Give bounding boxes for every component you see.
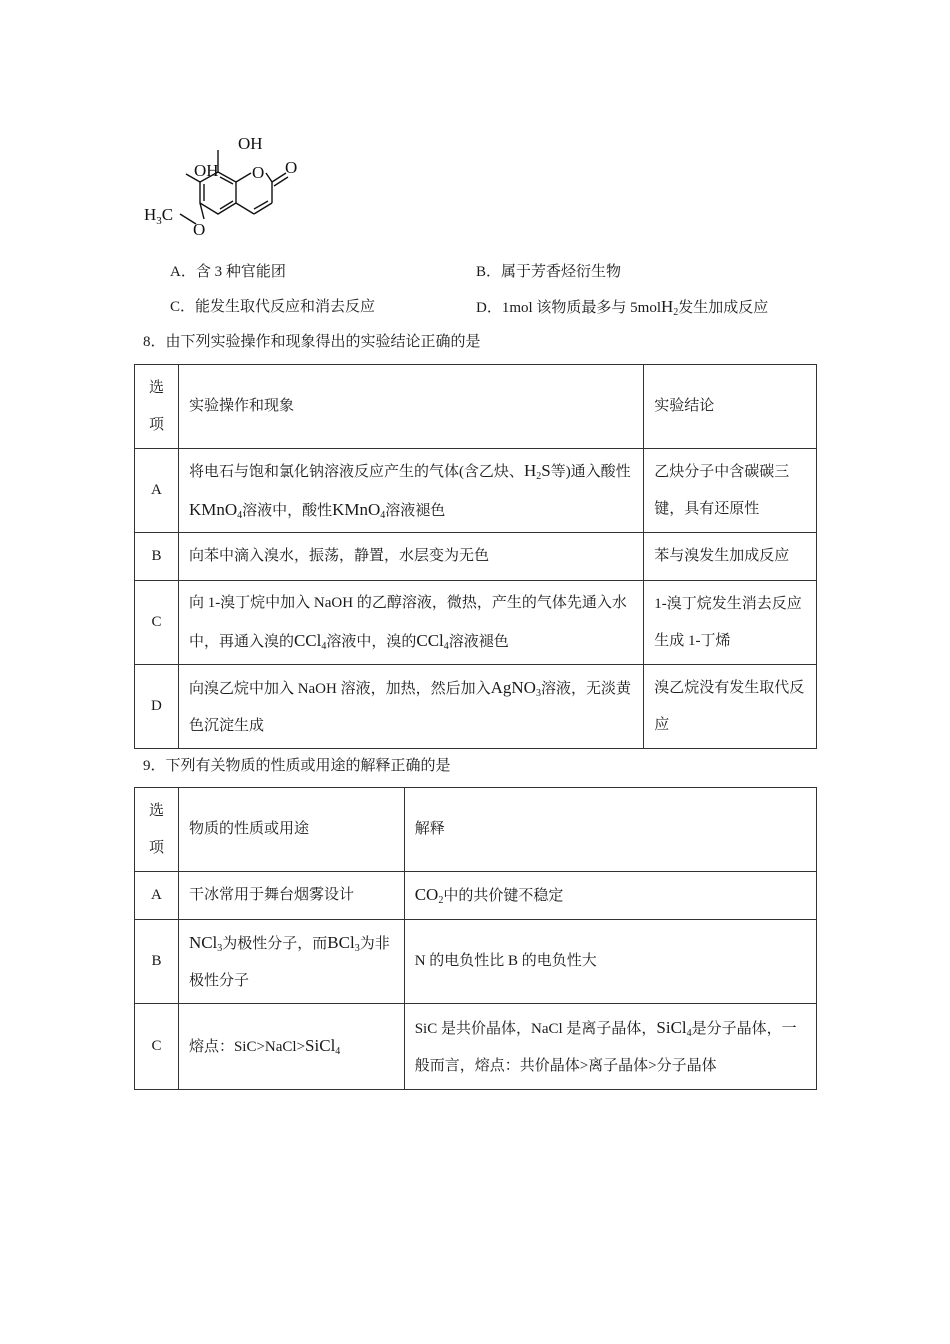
question-8-table xyxy=(134,364,817,749)
operation-cell: 向苯中滴入溴水，振荡，静置，水层变为无色 xyxy=(178,533,643,581)
question-8-stem: 8．由下列实验操作和现象得出的实验结论正确的是 xyxy=(143,334,481,350)
header-operation: 实验操作和现象 xyxy=(178,365,643,449)
conclusion-cell: 苯与溴发生加成反应 xyxy=(644,533,817,581)
table-row xyxy=(135,1004,817,1090)
table-row xyxy=(135,533,817,581)
property-cell: NCl$_3$为极性分子，而BCl$_3$为非极性分子 xyxy=(178,920,404,1004)
table-header-row xyxy=(135,788,817,872)
conclusion-cell: 溴乙烷没有发生取代反应 xyxy=(644,665,817,749)
table-header-row xyxy=(135,365,817,449)
header-option: 选 项 xyxy=(135,365,179,449)
question-9-table xyxy=(134,787,817,1090)
methyl-label: $H_3C$ xyxy=(144,205,174,227)
row-label: C xyxy=(135,581,179,665)
carbonyl-oxygen-label: O xyxy=(285,158,298,177)
ring-oxygen-label: O xyxy=(252,163,265,182)
oh-top-label: OH xyxy=(238,134,263,153)
option-c: C．能发生取代反应和消去反应 xyxy=(170,299,376,315)
table-row xyxy=(135,872,817,920)
table-row xyxy=(135,665,817,749)
header-conclusion: 实验结论 xyxy=(644,365,817,449)
oh-left-label: OH xyxy=(194,161,219,180)
option-b: B．属于芳香烃衍生物 xyxy=(476,264,622,280)
operation-cell: 将电石与饱和氯化钠溶液反应产生的气体(含乙炔、$H_2S$等)通入酸性KMnO$_4$溶液中，酸性KMnO$_4$溶液褪色 xyxy=(178,449,643,533)
header-property: 物质的性质或用途 xyxy=(178,788,404,872)
property-cell: 熔点：SiC>NaCl>SiCl$_4$ xyxy=(178,1004,404,1090)
row-label: A xyxy=(135,872,179,920)
conclusion-cell: 1-溴丁烷发生消去反应生成 1-丁烯 xyxy=(644,581,817,665)
table-row xyxy=(135,449,817,533)
conclusion-cell: 乙炔分子中含碳碳三键，具有还原性 xyxy=(644,449,817,533)
option-a: A．含 3 种官能团 xyxy=(170,264,286,280)
operation-cell: 向溴乙烷中加入 NaOH 溶液，加热，然后加入AgNO$_3$溶液，无淡黄色沉淀生成 xyxy=(178,665,643,749)
explanation-cell: SiC 是共价晶体，NaCl 是离子晶体，SiCl$_4$是分子晶体，一般而言，熔点：共价晶体>离子晶体>分子晶体 xyxy=(404,1004,816,1090)
ether-oxygen-label: O xyxy=(193,220,206,239)
header-explanation: 解释 xyxy=(404,788,816,872)
explanation-cell: N 的电负性比 B 的电负性大 xyxy=(404,920,816,1004)
table-row xyxy=(135,920,817,1004)
operation-cell: 向 1-溴丁烷中加入 NaOH 的乙醇溶液，微热，产生的气体先通入水中，再通入溴的CCl$_4$溶液中，溴的CCl$_4$溶液褪色 xyxy=(178,581,643,665)
row-label: A xyxy=(135,449,179,533)
row-label: B xyxy=(135,533,179,581)
explanation-cell: $CO_2$中的共价键不稳定 xyxy=(404,872,816,920)
coumarin-structure-diagram xyxy=(138,128,370,246)
property-cell: 干冰常用于舞台烟雾设计 xyxy=(178,872,404,920)
option-d: D．1mol 该物质最多与 5molH$_2$发生加成反应 xyxy=(476,297,769,318)
row-label: C xyxy=(135,1004,179,1090)
row-label: B xyxy=(135,920,179,1004)
table-row xyxy=(135,581,817,665)
header-option: 选 项 xyxy=(135,788,179,872)
row-label: D xyxy=(135,665,179,749)
question-9-stem: 9．下列有关物质的性质或用途的解释正确的是 xyxy=(143,758,451,774)
